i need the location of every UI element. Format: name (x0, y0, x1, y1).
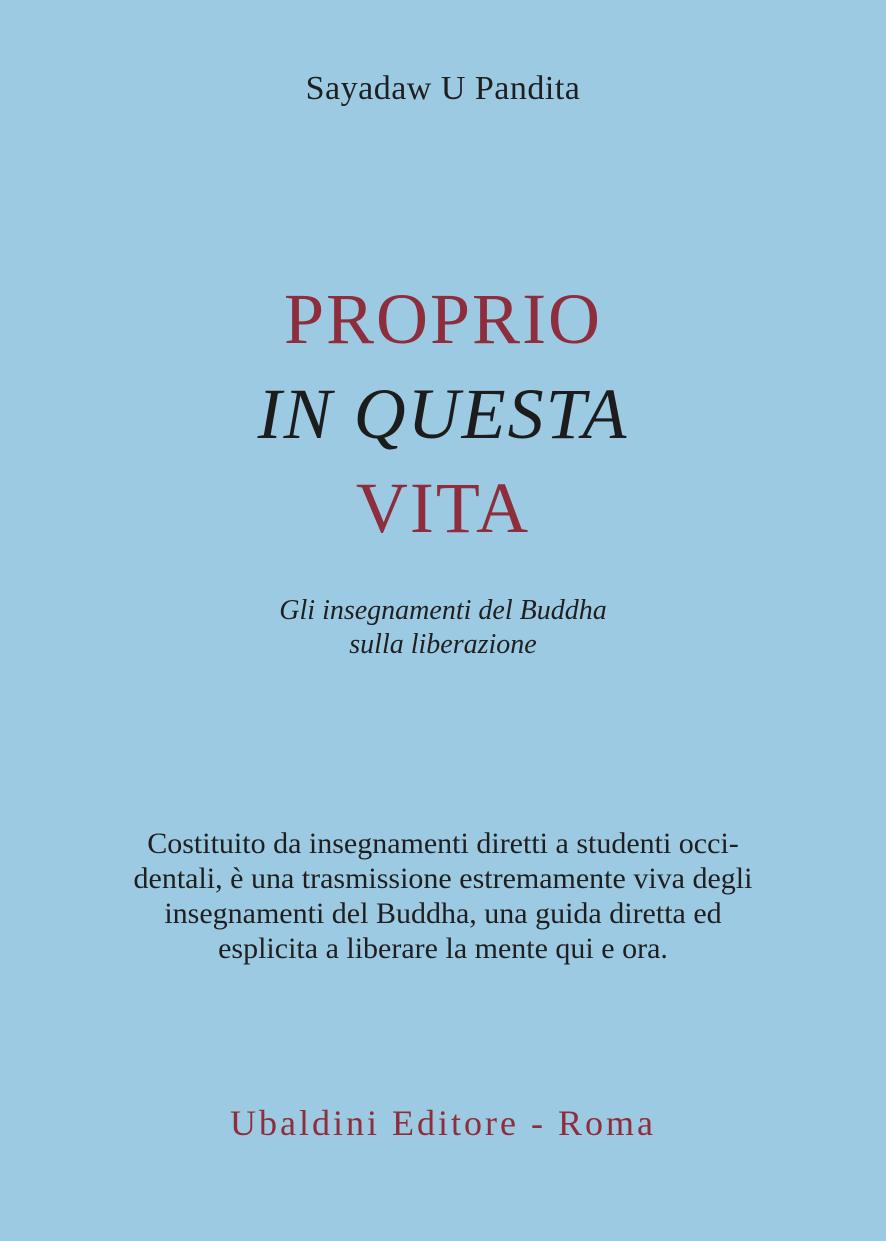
title-line-3: VITA (355, 468, 531, 548)
subtitle (0, 594, 886, 662)
blurb-line-3: insegnamenti del Buddha, una guida diretta ed (164, 897, 722, 930)
blurb-line-1: Costituito da insegnamenti diretti a studenti occi- (147, 827, 739, 860)
blurb-line-4: esplicita a liberare la mente qui e ora. (218, 932, 668, 965)
subtitle-line-2: sulla liberazione (349, 629, 537, 660)
blurb (0, 826, 886, 966)
title-line-1: PROPRIO (283, 279, 603, 359)
blurb-line-2: dentali, è una trasmissione estremamente viva degli (133, 862, 753, 895)
subtitle-line-1: Gli insegnamenti del Buddha (279, 595, 607, 626)
author-name: Sayadaw U Pandita (305, 70, 581, 107)
publisher: Ubaldini Editore - Roma (230, 1103, 656, 1143)
title-line-2: IN QUESTA (257, 374, 629, 454)
